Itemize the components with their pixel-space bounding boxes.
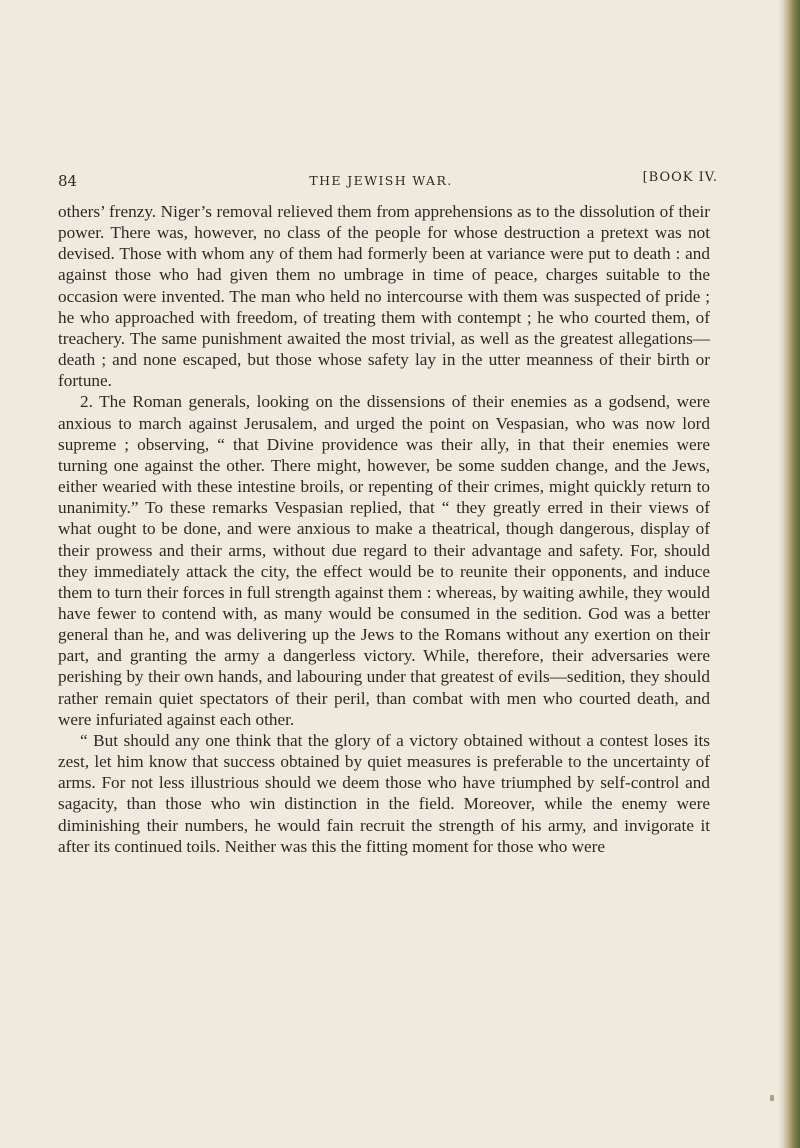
page-edge — [784, 0, 800, 1148]
page-number: 84 — [58, 172, 78, 190]
body-text — [58, 201, 710, 857]
book-label: [BOOK IV. — [642, 170, 718, 185]
paper-speck — [770, 1095, 774, 1101]
page-header — [58, 168, 718, 192]
paragraph-3: “ But should any one think that the glory of a victory obtained without a contest loses its zest, let him know that success obtained by quiet measures is preferable to the uncertainty of arms. For not less illustrious should we deem those who have triumphed by self-control and sagacity, than those who win distinction in the field. Moreover, while the enemy were diminishing their numbers, he would fain recruit the strength of his army, and invigorate it after its continued toils. Neither was this the fitting moment for those who were — [58, 730, 710, 856]
running-title: THE JEWISH WAR. — [309, 173, 453, 188]
paragraph-2: 2. The Roman generals, looking on the dissensions of their enemies as a godsend, were anxious to march against Jerusalem, and urged the point on Vespasian, who was now lord supreme ; observing, “ that Divine providence was their ally, in that their enemies were turning one against the other. There might, however, be some sudden change, and the Jews, either wearied with these intestine broils, or repenting of their crimes, might quickly return to unanimity.” To these remarks Vespasian replied, that “ they greatly erred in their views of what ought to be done, and were anxious to make a theatrical, though dangerous, display of their prowess and their arms, without due regard to their advantage and safety. For, should they immediately attack the city, the effect would be to reunite their opponents, and induce them to turn their forces in full strength against them : whereas, by waiting awhile, they would have fewer to contend with, as many would be consumed in the sedition. God was a better general than he, and was delivering up the Jews to the Romans without any exertion on their part, and granting the army a dangerless victory. While, therefore, their adversaries were perishing by their own hands, and labouring under that greatest of evils—sedition, they should rather remain quiet spectators of their peril, than combat with men who courted death, and were infuriated against each other. — [58, 392, 710, 729]
paragraph-1: others’ frenzy. Niger’s removal relieved them from apprehensions as to the dissolution of their power. There was, however, no class of the people for whose destruction a pretext was not devised. Those with whom any of them had formerly been at variance were put to death : and against those who had given them no umbrage in time of peace, charges suitable to the occasion were invented. The man who held no intercourse with them was suspected of pride ; he who approached with freedom, of treating them with contempt ; he who courted them, of treachery. The same punishment awaited the most trivial, as well as the greatest allegations—death ; and none escaped, but those whose safety lay in the utter meanness of their birth or fortune. — [58, 202, 710, 391]
